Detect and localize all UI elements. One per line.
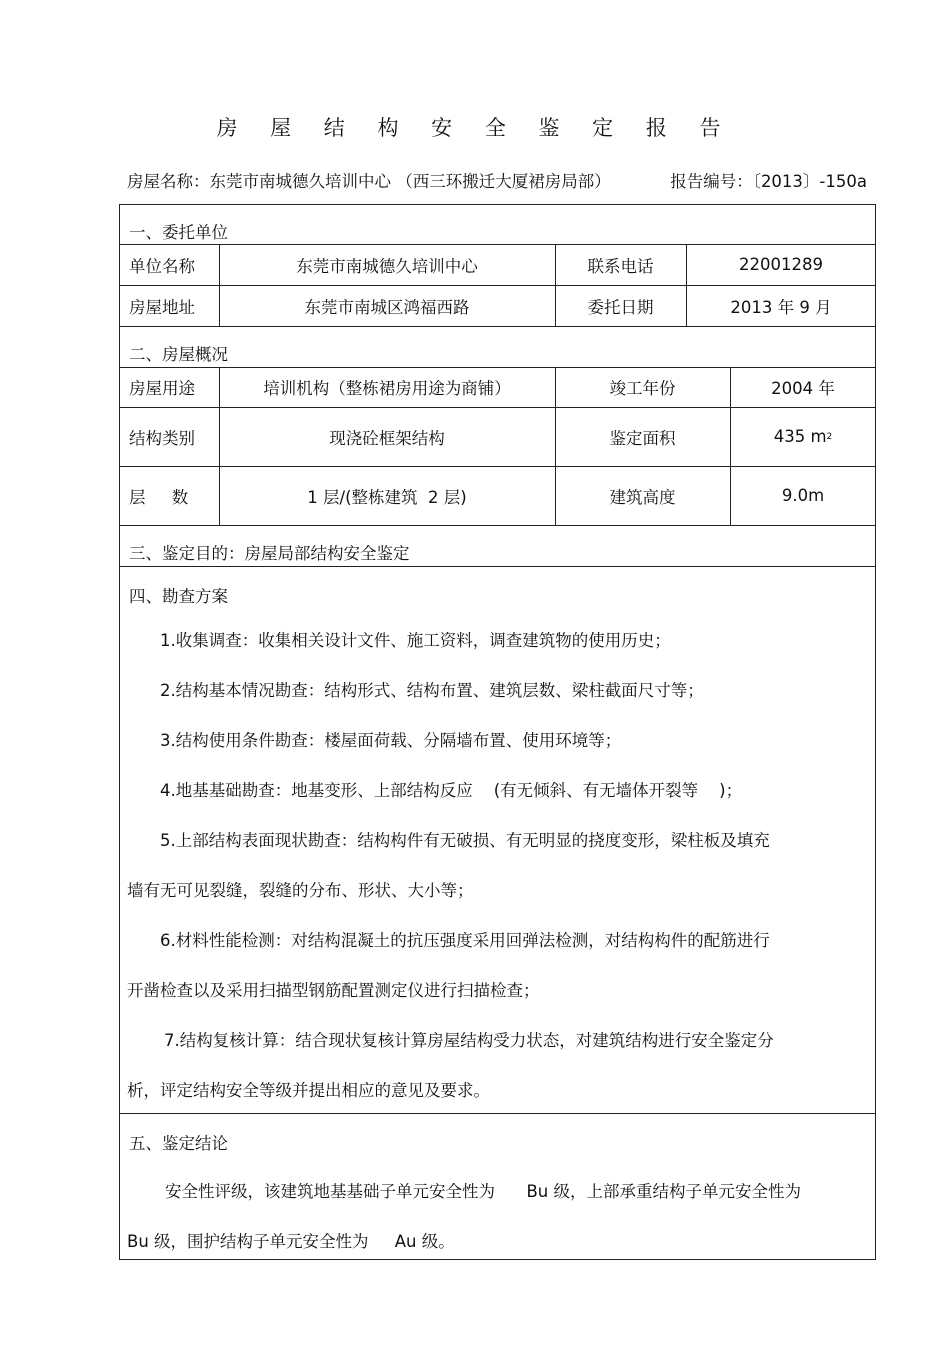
report-no-label: 报告编号：	[670, 172, 753, 191]
section5-heading: 五、鉴定结论	[129, 1134, 228, 1153]
year-label: 竣工年份	[609, 379, 676, 398]
floors-value: 1 层/(整栋建筑 2 层)	[307, 487, 467, 507]
structure-value: 现浇砼框架结构	[329, 428, 445, 448]
unit-name-value: 东莞市南城德久培训中心	[296, 256, 478, 276]
phone-value: 22001289	[739, 255, 823, 274]
unit-name-label: 单位名称	[129, 256, 195, 276]
report-title: 房 屋 结 构 安 全 鉴 定 报 告	[216, 116, 734, 140]
plan-item-5: 5.上部结构表面现状勘查：结构构件有无破损、有无明显的挠度变形，梁柱板及填充	[160, 831, 770, 850]
plan-item-5-cont: 墙有无可见裂缝，裂缝的分布、形状、大小等；	[127, 881, 474, 900]
plan-item-2: 2.结构基本情况勘查：结构形式、结构布置、建筑层数、梁柱截面尺寸等；	[160, 681, 704, 700]
area-number: 435 m	[773, 427, 827, 446]
area-unit-sup: 2	[826, 431, 833, 442]
conclusion-line-2: Bu 级，围护结构子单元安全性为 Au 级。	[127, 1232, 455, 1251]
height-value: 9.0m	[781, 486, 825, 505]
year-value: 2004 年	[771, 379, 835, 398]
report-table	[119, 204, 876, 1260]
height-label: 建筑高度	[609, 487, 676, 507]
header-line	[127, 168, 867, 192]
area-value	[730, 407, 876, 466]
address-value: 东莞市南城区鸿福西路	[304, 297, 470, 317]
house-name-label: 房屋名称：	[127, 172, 210, 191]
plan-item-7-cont: 析，评定结构安全等级并提出相应的意见及要求。	[127, 1081, 490, 1100]
plan-item-6: 6.材料性能检测：对结构混凝土的抗压强度采用回弹法检测，对结构构件的配筋进行	[160, 931, 770, 950]
section2-heading: 二、房屋概况	[129, 345, 228, 364]
row-divider	[120, 525, 875, 526]
use-value: 培训机构（整栋裙房用途为商铺）	[263, 379, 511, 398]
plan-item-1: 1.收集调查：收集相关设计文件、施工资料，调查建筑物的使用历史；	[160, 631, 671, 650]
row-divider	[120, 326, 875, 327]
row-divider	[120, 566, 875, 567]
report-no-value: 〔2013〕-150a	[752, 172, 867, 191]
section1-heading: 一、委托单位	[129, 223, 228, 242]
structure-label: 结构类别	[129, 428, 195, 448]
section4-heading: 四、勘查方案	[129, 587, 228, 606]
plan-item-7: 7.结构复核计算：结合现状复核计算房屋结构受力状态，对建筑结构进行安全鉴定分	[164, 1031, 774, 1050]
plan-item-3: 3.结构使用条件勘查：楼屋面荷载、分隔墙布置、使用环境等；	[160, 731, 622, 750]
date-label: 委托日期	[587, 297, 654, 317]
area-label: 鉴定面积	[609, 428, 676, 448]
plan-item-6-cont: 开凿检查以及采用扫描型钢筋配置测定仪进行扫描检查；	[127, 981, 540, 1000]
section3-heading: 三、鉴定目的：房屋局部结构安全鉴定	[129, 544, 410, 563]
use-label: 房屋用途	[129, 379, 195, 398]
plan-item-4: 4.地基基础勘查：地基变形、上部结构反应 (有无倾斜、有无墙体开裂等 )；	[160, 781, 743, 800]
house-name: 东莞市南城德久培训中心 （西三环搬迁大厦裙房局部）	[209, 172, 611, 191]
date-value: 2013 年 9 月	[730, 297, 832, 317]
report-number	[670, 168, 867, 192]
conclusion-line-1: 安全性评级，该建筑地基基础子单元安全性为 Bu 级，上部承重结构子单元安全性为	[165, 1182, 801, 1201]
floors-label: 层 数	[129, 487, 189, 507]
phone-label: 联系电话	[587, 256, 654, 276]
address-label: 房屋地址	[129, 297, 195, 317]
